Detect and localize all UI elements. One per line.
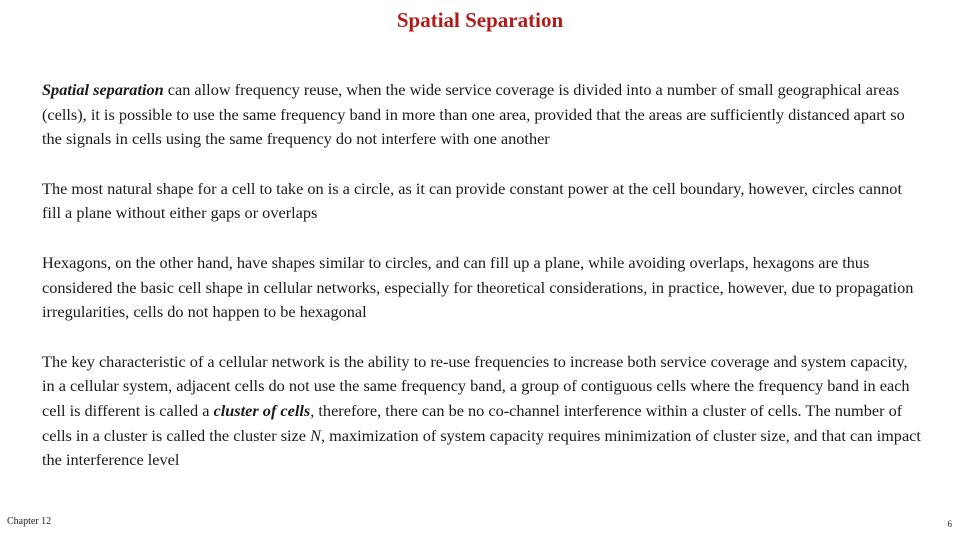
footer-chapter: Chapter 12 xyxy=(7,516,52,527)
paragraph-text: , therefore, there can be no co-channel interference within a cluster of cells. The number of cells in a cluster is called the cluster size xyxy=(42,400,903,445)
paragraph-spatial-separation xyxy=(42,78,922,152)
footer-page-number: 6 xyxy=(947,519,952,529)
slide-title: Spatial Separation xyxy=(396,8,564,32)
paragraph-hexagons xyxy=(42,251,922,325)
paragraph-cell-shape-circle xyxy=(42,177,922,226)
term-cluster-of-cells: cluster of cells xyxy=(213,400,311,420)
paragraph-text: Hexagons, on the other hand, have shapes similar to circles, and can fill up a plane, while avoiding overlaps, hexagons are thus considered the basic cell shape in cellular networks, especially for theoretical considerations, in practice, however, due to propagation irregularities, cells do not happen to be hexagonal xyxy=(42,252,914,322)
paragraph-text: The key characteristic of a cellular network is the ability to re-use frequencies to increase both service coverage and system capacity, in a cellular system, adjacent cells do not use the same frequency band, a group of contiguous cells where the frequency band in each cell is different is called a xyxy=(42,351,910,420)
paragraph-cluster xyxy=(42,350,922,473)
paragraph-text: The most natural shape for a cell to take on is a circle, as it can provide constant power at the cell boundary, however, circles cannot fill a plane without either gaps or overlaps xyxy=(42,178,902,223)
paragraph-text: , maximization of system capacity requires minimization of cluster size, and that can impact the interference level xyxy=(42,425,921,470)
variable-cluster-size: N xyxy=(310,425,321,445)
term-spatial-separation: Spatial separation xyxy=(42,80,164,99)
paragraph-text: can allow frequency reuse, when the wide service coverage is divided into a number of small geographical areas (cells), it is possible to use the same frequency band in more than one area, provided that the areas are sufficiently distanced apart so the signals in cells using the same frequency do not interfere with one another xyxy=(42,80,905,149)
slide-body xyxy=(42,78,922,498)
